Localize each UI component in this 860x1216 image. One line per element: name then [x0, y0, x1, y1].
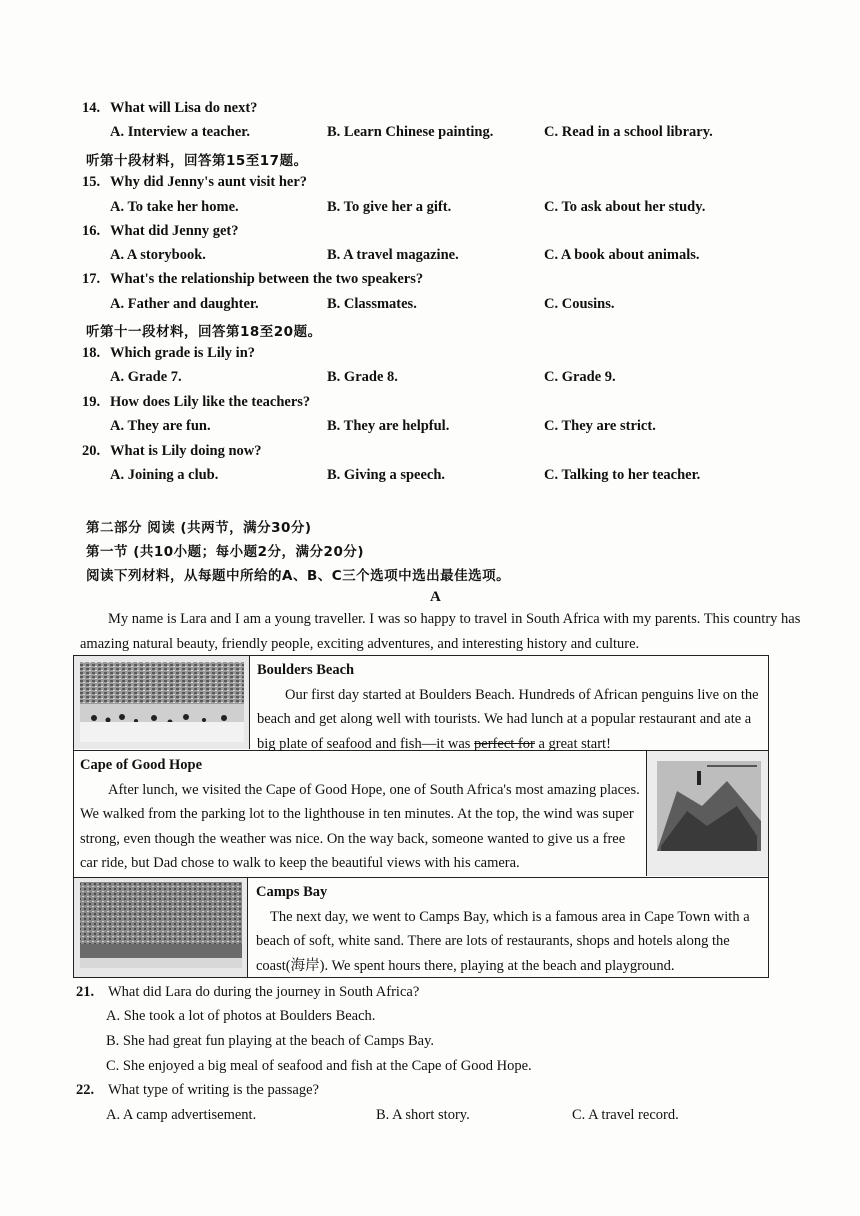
part-2-heading: 第二部分 阅读 (共两节，满分30分) [86, 520, 312, 536]
question-stem: What's the relationship between the two speakers? [110, 271, 424, 287]
question-number: 14. [82, 100, 101, 116]
options-17 [110, 296, 810, 316]
option-c[interactable]: C. Talking to her teacher. [544, 467, 701, 483]
question-17 [82, 271, 802, 288]
question-number: 21. [76, 984, 95, 1000]
option-c[interactable]: C. To ask about her study. [544, 199, 706, 215]
option-a[interactable]: A. Father and daughter. [110, 296, 259, 312]
option-b[interactable]: B. Giving a speech. [327, 467, 446, 483]
passage-intro [80, 607, 812, 656]
option-c[interactable]: C. They are strict. [544, 418, 656, 434]
passage-intro-text: My name is Lara and I am a young traveller. I was so happy to travel in South Africa with my parents. This country has amazing natural beauty, friendly people, exciting adventures, and interesting history and culture. [80, 611, 801, 652]
question-22 [76, 1082, 796, 1099]
option-22-b[interactable]: B. A short story. [376, 1107, 470, 1123]
option-22-c[interactable]: C. A travel record. [572, 1107, 679, 1123]
boulders-beach-text [257, 658, 765, 756]
option-c[interactable]: C. A book about animals. [544, 247, 700, 263]
options-19 [110, 418, 810, 438]
option-b[interactable]: B. Grade 8. [327, 369, 398, 385]
option-21-a[interactable]: A. She took a lot of photos at Boulders Beach. [106, 1008, 376, 1024]
option-21-b[interactable]: B. She had great fun playing at the beach of Camps Bay. [106, 1033, 435, 1049]
camps-bay-text [256, 880, 766, 978]
camps-bay-image [74, 878, 248, 977]
boulders-beach-body-2: a great start! [534, 735, 611, 752]
question-14 [82, 100, 802, 117]
question-number: 20. [82, 443, 101, 459]
camps-bay-body: The next day, we went to Camps Bay, which is a famous area in Cape Town with a beach of soft, white sand. There are lots of restaurants, shops and hotels along the coast(海岸). We spent hours there, playing at the beach and playground. [256, 908, 750, 974]
penguin-beach-image [74, 656, 250, 749]
question-stem: What is Lily doing now? [110, 443, 262, 459]
option-a[interactable]: A. A storybook. [110, 247, 206, 263]
question-stem: What type of writing is the passage? [108, 1082, 319, 1098]
question-number: 19. [82, 394, 101, 410]
option-b[interactable]: B. Classmates. [327, 296, 417, 312]
question-stem: Why did Jenny's aunt visit her? [110, 174, 308, 190]
row-cape-of-good-hope [74, 751, 768, 878]
option-a[interactable]: A. Joining a club. [110, 467, 219, 483]
section-1-heading: 第一节 (共10小题；每小题2分，满分20分) [86, 544, 365, 560]
question-number: 22. [76, 1082, 95, 1098]
option-b[interactable]: B. To give her a gift. [327, 199, 452, 215]
option-b[interactable]: B. They are helpful. [327, 418, 450, 434]
option-22-a[interactable]: A. A camp advertisement. [106, 1107, 257, 1123]
options-16 [110, 247, 810, 267]
options-15 [110, 199, 810, 219]
option-b[interactable]: B. A travel magazine. [327, 247, 459, 263]
instruction-material-11: 听第十一段材料，回答第18至20题。 [86, 324, 322, 340]
option-c[interactable]: C. Cousins. [544, 296, 615, 312]
question-number: 15. [82, 174, 101, 190]
boulders-beach-strike: perfect for [474, 735, 535, 752]
question-stem: How does Lily like the teachers? [110, 394, 311, 410]
boulders-beach-body-1: Our first day started at Boulders Beach. Hundreds of African penguins live on the beach and get along well with tourists. We had lunch at a popular restaurant and ate a big plate of seafood and fish—it was [257, 686, 759, 752]
question-number: 18. [82, 345, 101, 361]
option-a[interactable]: A. To take her home. [110, 199, 239, 215]
boulders-beach-photo [74, 656, 250, 749]
option-a[interactable]: A. Interview a teacher. [110, 124, 250, 140]
cape-title: Cape of Good Hope [80, 757, 203, 773]
options-22 [106, 1107, 806, 1127]
question-stem: What did Jenny get? [110, 223, 239, 239]
question-18 [82, 345, 802, 362]
row-boulders-beach [74, 656, 768, 751]
question-stem: What did Lara do during the journey in South Africa? [108, 984, 420, 1000]
option-a[interactable]: A. They are fun. [110, 418, 211, 434]
option-c[interactable]: C. Grade 9. [544, 369, 616, 385]
travel-table [73, 655, 769, 978]
lighthouse-cliff-image [647, 751, 768, 876]
question-19 [82, 394, 802, 411]
question-stem: Which grade is Lily in? [110, 345, 256, 361]
option-21-c[interactable]: C. She enjoyed a big meal of seafood and fish at the Cape of Good Hope. [106, 1058, 532, 1074]
options-20 [110, 467, 810, 487]
instruction-material-10: 听第十段材料，回答第15至17题。 [86, 153, 308, 169]
camps-bay-title: Camps Bay [256, 884, 328, 900]
question-16 [82, 223, 802, 240]
options-14 [110, 124, 810, 144]
question-stem: What will Lisa do next? [110, 100, 258, 116]
cape-photo [646, 751, 768, 876]
camps-bay-photo [74, 878, 248, 977]
row-camps-bay [74, 878, 768, 979]
passage-label: A [430, 589, 441, 605]
question-number: 16. [82, 223, 101, 239]
boulders-beach-title: Boulders Beach [257, 662, 355, 678]
question-15 [82, 174, 802, 191]
question-21 [76, 984, 796, 1001]
question-number: 17. [82, 271, 101, 287]
option-b[interactable]: B. Learn Chinese painting. [327, 124, 494, 140]
options-18 [110, 369, 810, 389]
cape-text [80, 753, 640, 876]
reading-directions: 阅读下列材料，从每题中所给的A、B、C三个选项中选出最佳选项。 [86, 568, 511, 584]
cape-body: After lunch, we visited the Cape of Good Hope, one of South Africa's most amazing places. We walked from the parking lot to the lighthouse in ten minutes. At the top, the wind was super strong, even though the weather was nice. On the way back, someone wanted to give us a free car ride, but Dad chose to walk to keep the beautiful views with his camera. [80, 781, 640, 871]
question-20 [82, 443, 802, 460]
option-c[interactable]: C. Read in a school library. [544, 124, 713, 140]
option-a[interactable]: A. Grade 7. [110, 369, 182, 385]
